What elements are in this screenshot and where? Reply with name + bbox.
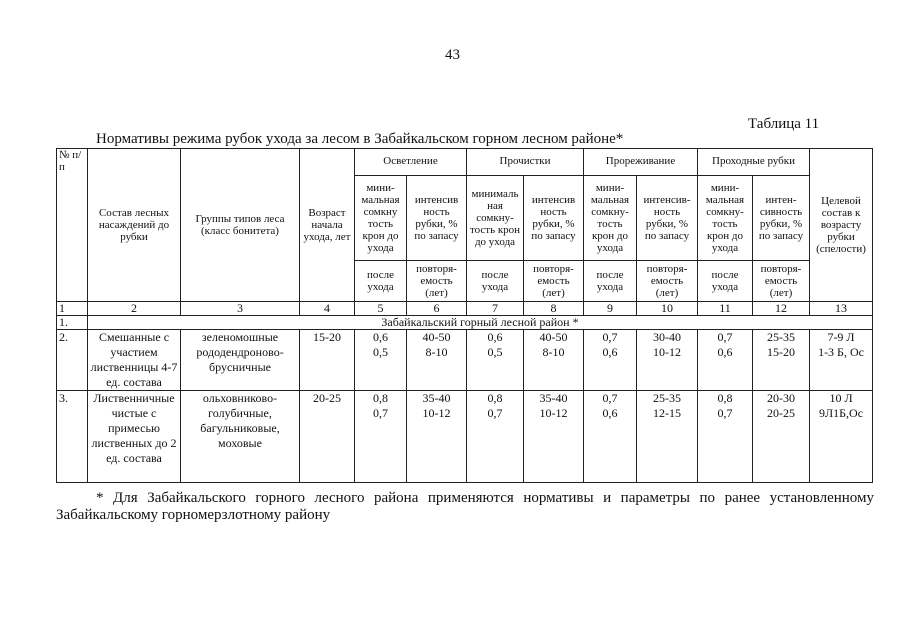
table-row <box>57 391 873 483</box>
table-title: Нормативы режима рубок ухода за лесом в Забайкальском горном лесном районе* <box>96 131 624 147</box>
row-age: 20-25 <box>300 391 355 483</box>
row-cell: 0,7 0,6 <box>698 330 753 391</box>
column-number: 11 <box>698 302 753 316</box>
row-cell: 0,7 0,6 <box>584 330 637 391</box>
row-cell: 0,7 0,6 <box>584 391 637 483</box>
header-after-2: после ухода <box>467 261 524 302</box>
row-num: 2. <box>57 330 88 391</box>
column-number: 9 <box>584 302 637 316</box>
column-number: 8 <box>524 302 584 316</box>
header-groups: Группы типов леса (класс бонитета) <box>181 149 300 302</box>
row-composition: Смешанные с участием лиственницы 4-7 ед. состава <box>88 330 181 391</box>
header-num: № п/ п <box>57 149 88 302</box>
column-number: 12 <box>753 302 810 316</box>
header-rep-1: повторя- емость (лет) <box>407 261 467 302</box>
header-row-1 <box>57 149 873 176</box>
norms-table <box>56 148 873 483</box>
row-groups: ольховниково- голубичные, багульниковые, моховые <box>181 391 300 483</box>
district-num: 1. <box>57 316 88 330</box>
header-prh-min: мини- мальная сомкну- тость крон до ухода <box>698 176 753 261</box>
header-after-4: после ухода <box>698 261 753 302</box>
header-osv-min: мини- мальная сомкну тость крон до ухода <box>355 176 407 261</box>
header-composition: Состав лесных насаждений до рубки <box>88 149 181 302</box>
column-number: 7 <box>467 302 524 316</box>
header-rep-2: повторя- емость (лет) <box>524 261 584 302</box>
table-row <box>57 330 873 391</box>
row-num: 3. <box>57 391 88 483</box>
row-cell: 0,8 0,7 <box>698 391 753 483</box>
header-prochistki: Прочистки <box>467 149 584 176</box>
row-cell: 0,8 0,7 <box>355 391 407 483</box>
row-cell: 25-35 12-15 <box>637 391 698 483</box>
row-target: 10 Л 9Л1Б,Ос <box>810 391 873 483</box>
row-cell: 35-40 10-12 <box>524 391 584 483</box>
header-age: Возраст начала ухода, лет <box>300 149 355 302</box>
row-cell: 25-35 15-20 <box>753 330 810 391</box>
row-cell: 0,6 0,5 <box>355 330 407 391</box>
column-number: 10 <box>637 302 698 316</box>
header-osv-int: интенсив ность рубки, % по запасу <box>407 176 467 261</box>
column-number: 13 <box>810 302 873 316</box>
column-number: 1 <box>57 302 88 316</box>
header-after-1: после ухода <box>355 261 407 302</box>
column-number-row <box>57 302 873 316</box>
header-prorezhivanie: Прореживание <box>584 149 698 176</box>
header-prz-min: мини- мальная сомкну- тость крон до ухода <box>584 176 637 261</box>
row-cell: 35-40 10-12 <box>407 391 467 483</box>
row-cell: 0,8 0,7 <box>467 391 524 483</box>
district-label: Забайкальский горный лесной район * <box>88 316 873 330</box>
header-prh-int: интен- сивность рубки, % по запасу <box>753 176 810 261</box>
header-target: Целевой состав к возрасту рубки (спелости) <box>810 149 873 302</box>
row-cell: 40-50 8-10 <box>524 330 584 391</box>
row-cell: 40-50 8-10 <box>407 330 467 391</box>
column-number: 6 <box>407 302 467 316</box>
column-number: 3 <box>181 302 300 316</box>
column-number: 2 <box>88 302 181 316</box>
district-row <box>57 316 873 330</box>
row-composition: Лиственничные чистые с примесью лиственных до 2 ед. состава <box>88 391 181 483</box>
row-cell: 0,6 0,5 <box>467 330 524 391</box>
header-rep-3: повторя- емость (лет) <box>637 261 698 302</box>
header-pro-int: интенсив ность рубки, % по запасу <box>524 176 584 261</box>
row-age: 15-20 <box>300 330 355 391</box>
footnote: * Для Забайкальского горного лесного района применяются нормативы и параметры по ранее установленному Забайкальскому горномерзлотному району <box>56 490 874 523</box>
page-number: 43 <box>445 47 460 63</box>
header-prz-int: интенсив- ность рубки, % по запасу <box>637 176 698 261</box>
column-number: 4 <box>300 302 355 316</box>
header-osvetlenie: Осветление <box>355 149 467 176</box>
table-label: Таблица 11 <box>748 116 820 132</box>
header-rep-4: повторя- емость (лет) <box>753 261 810 302</box>
header-pro-min: минималь ная сомкну- тость крон до ухода <box>467 176 524 261</box>
row-cell: 20-30 20-25 <box>753 391 810 483</box>
header-after-3: после ухода <box>584 261 637 302</box>
row-target: 7-9 Л 1-3 Б, Ос <box>810 330 873 391</box>
row-cell: 30-40 10-12 <box>637 330 698 391</box>
header-prokhodnye: Проходные рубки <box>698 149 810 176</box>
row-groups: зеленомошные рододендроново- брусничные <box>181 330 300 391</box>
column-number: 5 <box>355 302 407 316</box>
